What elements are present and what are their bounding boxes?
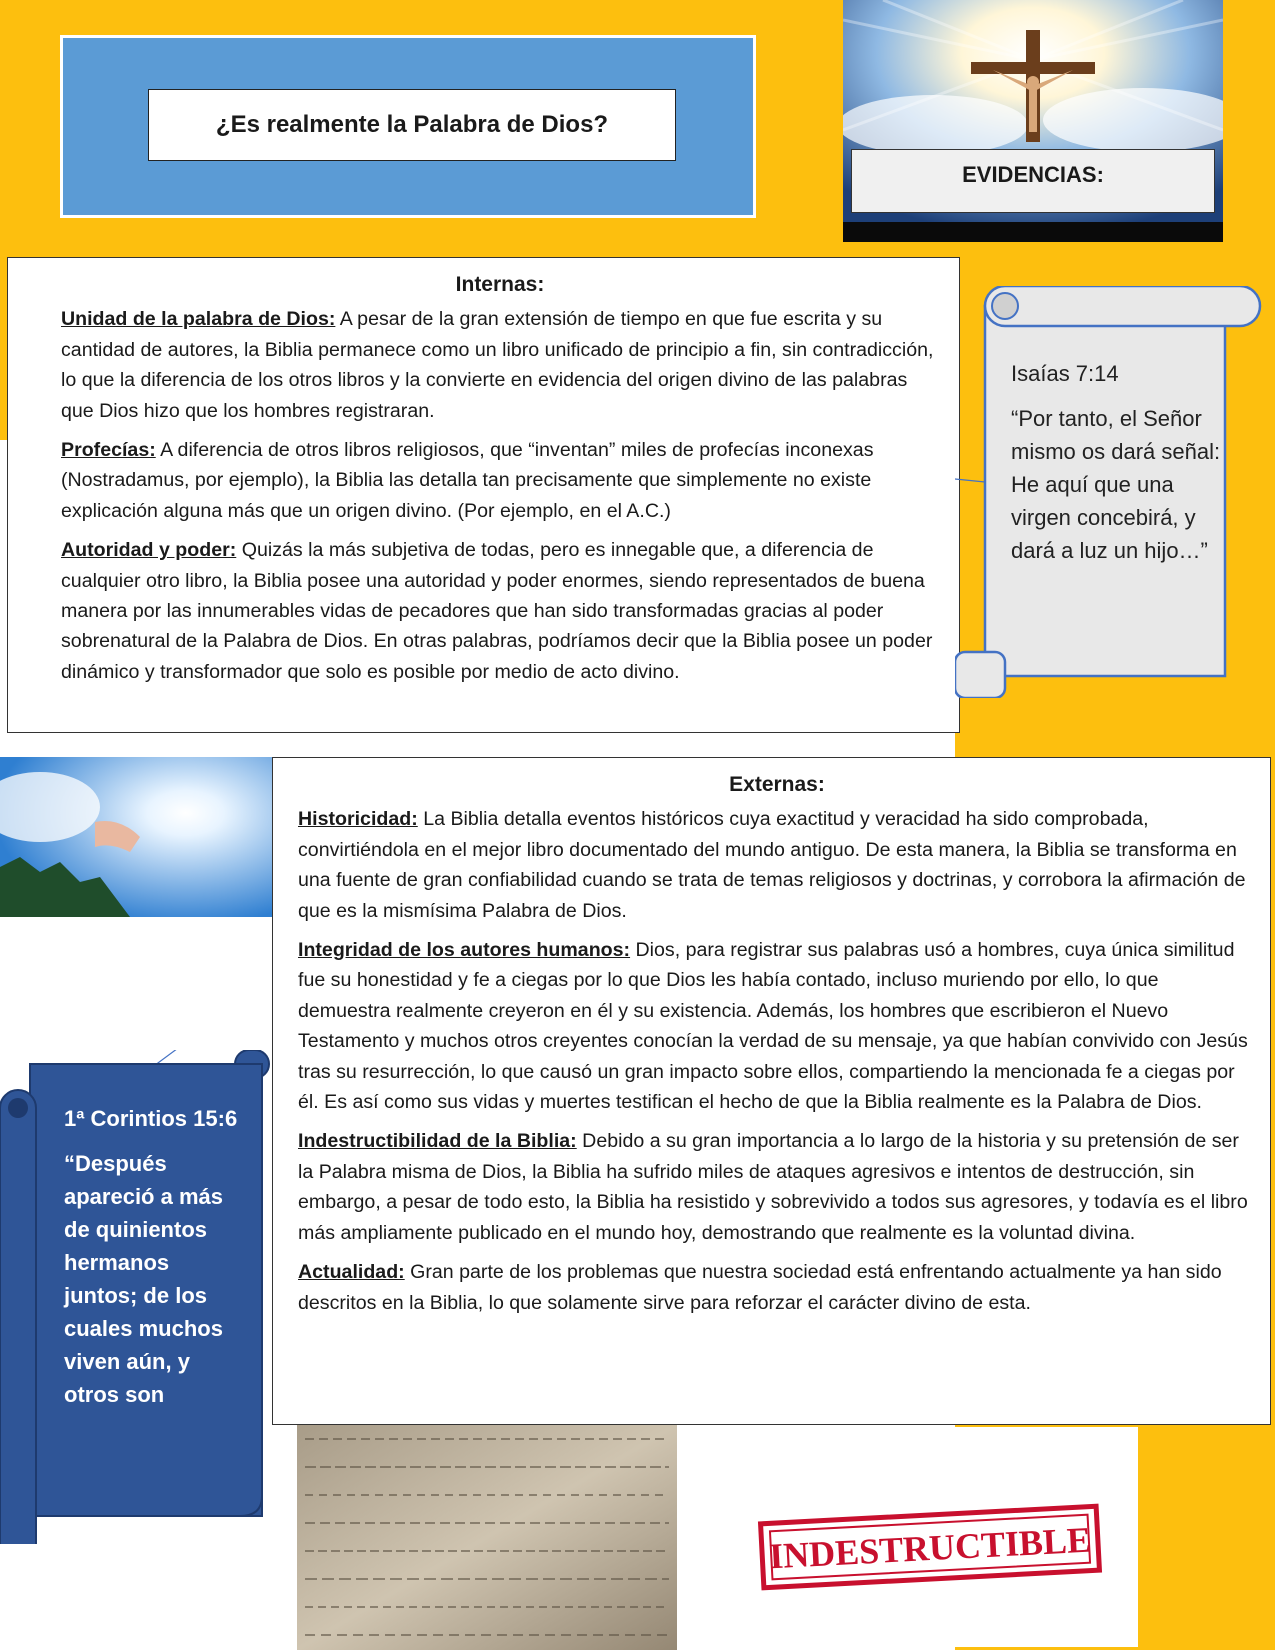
internas-box bbox=[7, 257, 960, 733]
internas-item-term: Unidad de la palabra de Dios: bbox=[61, 308, 336, 331]
isaias-reference: Isaías 7:14 bbox=[1011, 361, 1119, 386]
stone-inscription-image bbox=[297, 1425, 677, 1650]
page-title: ¿Es realmente la Palabra de Dios? bbox=[148, 89, 676, 161]
externas-item-term: Integridad de los autores humanos: bbox=[298, 939, 631, 962]
externas-item bbox=[298, 804, 1256, 926]
isaias-quote-block bbox=[1011, 357, 1221, 579]
externas-item bbox=[298, 1126, 1256, 1248]
externas-box bbox=[272, 757, 1271, 1425]
externas-item-term: Historicidad: bbox=[298, 808, 418, 831]
externas-item-term: Actualidad: bbox=[298, 1261, 405, 1284]
externas-item-text: Debido a su gran importancia a lo largo de la historia y su pretensión de ser la Palabra misma de Dios, la Biblia ha sufrido miles de ataques agresivos e intentos de destrucción, sin embargo, a pesar de todo esto, la Biblia ha resistido y sobrevivido a todos sus agresores, y todavía es el libro más ampliamente publicado en el mundo hoy, demostrando que realmente es la voluntad divina. bbox=[298, 1130, 1248, 1244]
externas-item-text: La Biblia detalla eventos históricos cuya exactitud y veracidad ha sido comprobada, convirtiéndola en el mejor libro documentado del mundo antiguo. De esta manera, la Biblia se transforma en una fuente de gran confiabilidad cuando se trata de temas religiosos y doctrinas, y corrobora la afirmación de que es la mismísima Palabra de Dios. bbox=[298, 808, 1246, 922]
corintios-quote: “Después apareció a más de quinientos hermanos juntos; de los cuales muchos viven aún, y otros son bbox=[64, 1151, 223, 1407]
isaias-quote: “Por tanto, el Señor mismo os dará señal: He aquí que una virgen concebirá, y dará a luz un hijo…” bbox=[1011, 406, 1221, 563]
internas-item-text: A diferencia de otros libros religiosos, que “inventan” miles de profecías inconexas (Nostradamus, por ejemplo), la Biblia las detalla tan precisamente que simplemente no existe explicación alguna más que un origen divino. (Por ejemplo, en el A.C.) bbox=[61, 439, 874, 522]
externas-item bbox=[298, 935, 1256, 1117]
externas-item-text: Dios, para registrar sus palabras usó a hombres, cuya única similitud fue su honestidad y fe a ciegas por lo que Dios les había contado, incluso muriendo por ello, lo que demuestra realmente creyeron en él y su existencia. Además, los hombres que escribieron el Nuevo Testamento y muchos otros creyentes conocían la verdad de su mensaje, ya que habían convivido con Jesús tras su resurrección, lo que causó un gran impacto sobre ellos, compartiendo la mencionada fe a ciegas por él. Es así como sus vidas y muertes testifican el hecho de que la Biblia realmente es la Palabra de Dios. bbox=[298, 939, 1248, 1114]
internas-item bbox=[61, 535, 939, 687]
externas-item-term: Indestructibilidad de la Biblia: bbox=[298, 1130, 577, 1153]
internas-heading: Internas: bbox=[455, 273, 545, 296]
sky-hand-image bbox=[0, 757, 273, 917]
internas-item-term: Profecías: bbox=[61, 439, 156, 462]
externas-item bbox=[298, 1257, 1256, 1318]
internas-item bbox=[61, 304, 939, 426]
evidencias-label: EVIDENCIAS: bbox=[851, 149, 1215, 213]
internas-item bbox=[61, 435, 939, 526]
corintios-quote-block bbox=[64, 1102, 244, 1423]
internas-item-text: Quizás la más subjetiva de todas, pero es innegable que, a diferencia de cualquier otro libro, la Biblia posee una autoridad y poder enormes, siendo representados de buena manera por las innumerables vidas de pecadores que han sido transformadas gracias al poder sobrenatural de la Palabra de Dios. En otras palabras, podríamos decir que la Biblia posee un poder dinámico y transformador que solo es posible por medio de acto divino. bbox=[61, 539, 933, 683]
internas-item-term: Autoridad y poder: bbox=[61, 539, 237, 562]
externas-item-text: Gran parte de los problemas que nuestra sociedad está enfrentando actualmente ya han sido descritos en la Biblia, lo que solamente sirve para reforzar el carácter divino de esta. bbox=[298, 1261, 1222, 1314]
externas-heading: Externas: bbox=[729, 773, 825, 796]
stamp-word: INDESTRUCTIBLE bbox=[768, 1519, 1092, 1577]
indestructible-stamp-image bbox=[722, 1427, 1138, 1647]
corintios-reference: 1ª Corintios 15:6 bbox=[64, 1106, 238, 1131]
internas-item-text: A pesar de la gran extensión de tiempo en que fue escrita y su cantidad de autores, la Biblia permanece como un libro unificado de principio a fin, sin contradicción, lo que la diferencia de los otros libros y la convierte en evidencia del origen divino de las palabras que Dios hizo que los hombres registraran. bbox=[61, 308, 934, 422]
